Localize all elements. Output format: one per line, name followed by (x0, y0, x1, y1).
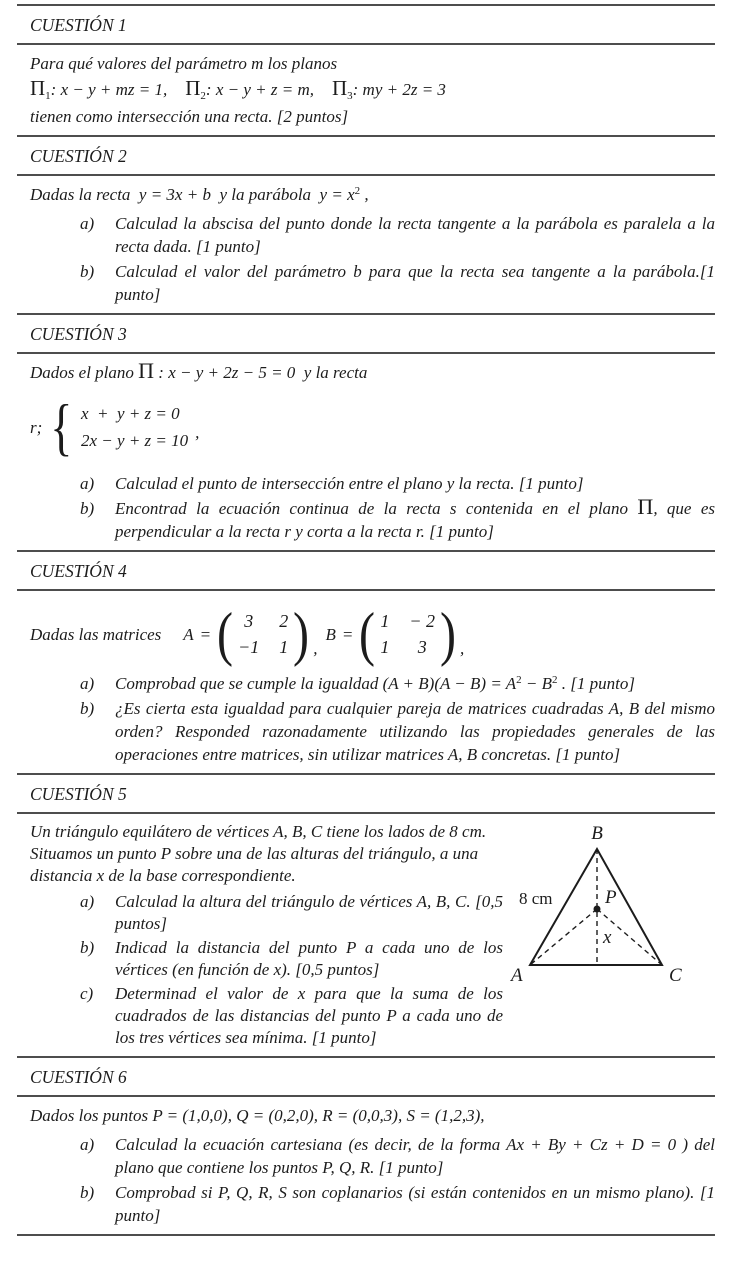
pi-symbol: Π (30, 76, 46, 100)
item-text (115, 672, 715, 695)
section-body (17, 354, 715, 550)
section-cuestion-1 (17, 4, 715, 135)
system-comma: , (195, 422, 200, 442)
section-body (17, 1097, 715, 1234)
item-text: Calculad la altura del triángulo de vértices A, B, C. [0,5 puntos] (115, 892, 503, 933)
equals-sign: = (341, 624, 354, 644)
exponent: 2 (552, 674, 558, 686)
list-item-b (30, 260, 715, 306)
matrix-cell: − 2 (409, 611, 436, 631)
matrix-cell: 1 (380, 637, 390, 657)
matrix-cell: 2 (279, 611, 289, 631)
exponent: 2 (354, 185, 361, 197)
pi-symbol: Π (185, 76, 201, 100)
section-cuestion-6 (17, 1056, 715, 1234)
paragraph-text: Un triángulo equilátero de vértices A, B, C tiene los lados de 8 cm. Situamos un punto P sobre una de las alturas del triángulo, a una distancia x de la base correspondiente. (30, 822, 487, 885)
section-title: CUESTIÓN 5 (17, 773, 715, 814)
planes-equation (30, 75, 715, 105)
section-title: CUESTIÓN 6 (17, 1056, 715, 1097)
section-title: CUESTIÓN 3 (17, 313, 715, 354)
problem-text-column (30, 821, 503, 1049)
triangle-figure (503, 823, 715, 991)
item-pre: Comprobad que se cumple la igualdad (A + B)(A − B) = A (115, 674, 517, 693)
left-paren: ( (217, 601, 234, 667)
section-title: CUESTIÓN 1 (17, 4, 715, 45)
intro-pre: Dadas la recta y = 3x + b y la parábola y = x (30, 185, 355, 204)
item-text: Calculad la ecuación cartesiana (es decir, de la forma Ax + By + Cz + D = 0 ) del plano que contiene los puntos P, Q, R. [1 punto] (115, 1135, 715, 1177)
pi-subscript: 1 (45, 90, 51, 102)
matrix-cell: 3 (417, 637, 427, 657)
section-body (17, 591, 715, 773)
pi-symbol: Π (331, 76, 348, 100)
intro-text (30, 358, 715, 384)
trailing-comma: , (460, 639, 465, 658)
matrix-cells (377, 608, 438, 660)
section-cuestion-3 (17, 313, 715, 550)
list-item-a (30, 672, 715, 695)
item-text: Indicad la distancia del punto P a cada uno de los vértices (en función de x). [0,5 puntos] (115, 938, 503, 979)
equation-1: x + y + z = 0 (81, 404, 180, 423)
intro-pre: Dados el plano (30, 363, 139, 382)
list-item-b (30, 697, 715, 766)
point-p-label: P (605, 887, 617, 908)
outro-text: tienen como intersección una recta. [2 puntos] (30, 107, 349, 126)
list-item-a (30, 891, 503, 935)
item-label: c) (80, 984, 94, 1003)
item-label: b) (80, 938, 95, 957)
equation-2: 2x − y + z = 10 (81, 431, 189, 450)
section-body (17, 45, 715, 135)
list-item-a (30, 1133, 715, 1179)
item-text (115, 494, 715, 543)
matrix-cell: 1 (380, 611, 390, 631)
distance-x-label: x (603, 927, 612, 948)
pi-symbol: Π (637, 494, 654, 519)
list-item-a (30, 212, 715, 258)
matrix-cell: 3 (244, 611, 254, 631)
pi-symbol: Π (138, 358, 155, 383)
matrix-cell: −1 (238, 637, 260, 657)
intro-text: Dadas las matrices (30, 624, 162, 644)
pa-dashed-line (530, 909, 597, 965)
item-post: . [1 punto] (557, 674, 635, 693)
matrix-name: B (325, 624, 336, 644)
list-item-a (30, 472, 715, 495)
plane-equation: : x − y + z = m, (205, 80, 314, 99)
item-mid: − B (521, 674, 552, 693)
intro-post: , (360, 185, 369, 204)
vertex-c-label: C (669, 965, 682, 986)
bottom-rule (17, 1234, 715, 1236)
plane-2 (185, 75, 314, 105)
item-label: b) (80, 499, 95, 518)
plane-1 (30, 75, 167, 105)
plane-equation: : my + 2z = 3 (352, 80, 446, 99)
section-body (17, 176, 715, 313)
plane-3 (332, 75, 446, 105)
item-text: Calculad el valor del parámetro b para que la recta sea tangente a la parábola.[1 punto] (115, 262, 715, 304)
section-cuestion-4 (17, 550, 715, 773)
section-title: CUESTIÓN 4 (17, 550, 715, 591)
side-length-label: 8 cm (519, 889, 553, 908)
right-paren: ) (293, 601, 310, 667)
section-cuestion-5 (17, 773, 715, 1056)
item-post: , que es perpendicular a la recta r y corta a la recta r. [1 punto] (115, 499, 715, 541)
item-label: a) (80, 674, 95, 693)
system-label: r; (30, 417, 43, 437)
matrix-a (183, 601, 325, 667)
left-paren: ( (359, 601, 376, 667)
vertex-b-label: B (591, 823, 603, 844)
list-item-b (30, 1181, 715, 1227)
item-label: b) (80, 1183, 95, 1202)
plane-equation: : x − y + mz = 1, (50, 80, 168, 99)
item-label: a) (80, 1135, 95, 1154)
point-p-dot (594, 906, 601, 913)
item-text: Comprobad si P, Q, R, S son coplanarios (si están contenidos en un mismo plano). [1 punto] (115, 1183, 715, 1225)
intro-text (30, 183, 715, 206)
item-label: b) (80, 262, 95, 281)
left-brace: { (50, 391, 73, 462)
section-body (17, 814, 715, 1056)
item-text: Determinad el valor de x para que la suma de los cuadrados de las distancias del punto P a cada uno de los tres vértices sea mínima. [1 punto] (115, 984, 503, 1047)
item-text: ¿Es cierta esta igualdad para cualquier pareja de matrices cuadradas A, B del mismo orden? Responded razonadamente utilizando las propiedades generales de las operaciones entre matrices, sin utilizar matrices A, B concretas. [1 punto] (115, 699, 715, 764)
intro-post: : x − y + 2z − 5 = 0 y la recta (154, 363, 368, 382)
intro-text: Dados los puntos P = (1,0,0), Q = (0,2,0), R = (0,0,3), S = (1,2,3), (30, 1106, 485, 1125)
item-label: a) (80, 214, 95, 233)
separator-comma: , (313, 639, 318, 658)
pi-subscript: 2 (200, 90, 206, 102)
item-label: b) (80, 699, 95, 718)
vertex-a-label: A (511, 965, 523, 986)
equals-sign: = (199, 624, 212, 644)
matrix-name: A (183, 624, 194, 644)
list-item-b (30, 494, 715, 543)
section-title: CUESTIÓN 2 (17, 135, 715, 176)
item-label: a) (80, 474, 95, 493)
item-text: Calculad el punto de intersección entre el plano y la recta. [1 punto] (115, 474, 584, 493)
right-paren: ) (440, 601, 457, 667)
matrix-cell: 1 (279, 637, 289, 657)
pi-subscript: 3 (347, 90, 353, 102)
list-item-c (30, 983, 503, 1049)
equation-system (30, 391, 715, 462)
matrix-cells (235, 608, 291, 660)
intro-text: Para qué valores del parámetro m los planos (30, 54, 338, 73)
list-item-b (30, 937, 503, 981)
item-text: Calculad la abscisa del punto donde la recta tangente a la parábola es paralela a la recta dada. [1 punto] (115, 214, 715, 256)
section-cuestion-2 (17, 135, 715, 313)
triangle-diagram (503, 821, 715, 1049)
item-label: a) (80, 892, 95, 911)
system-equations (81, 400, 188, 454)
matrix-b (325, 601, 473, 667)
item-pre: Encontrad la ecuación continua de la recta s contenida en el plano (115, 499, 638, 518)
exponent: 2 (516, 674, 522, 686)
matrices-definition (30, 601, 715, 667)
